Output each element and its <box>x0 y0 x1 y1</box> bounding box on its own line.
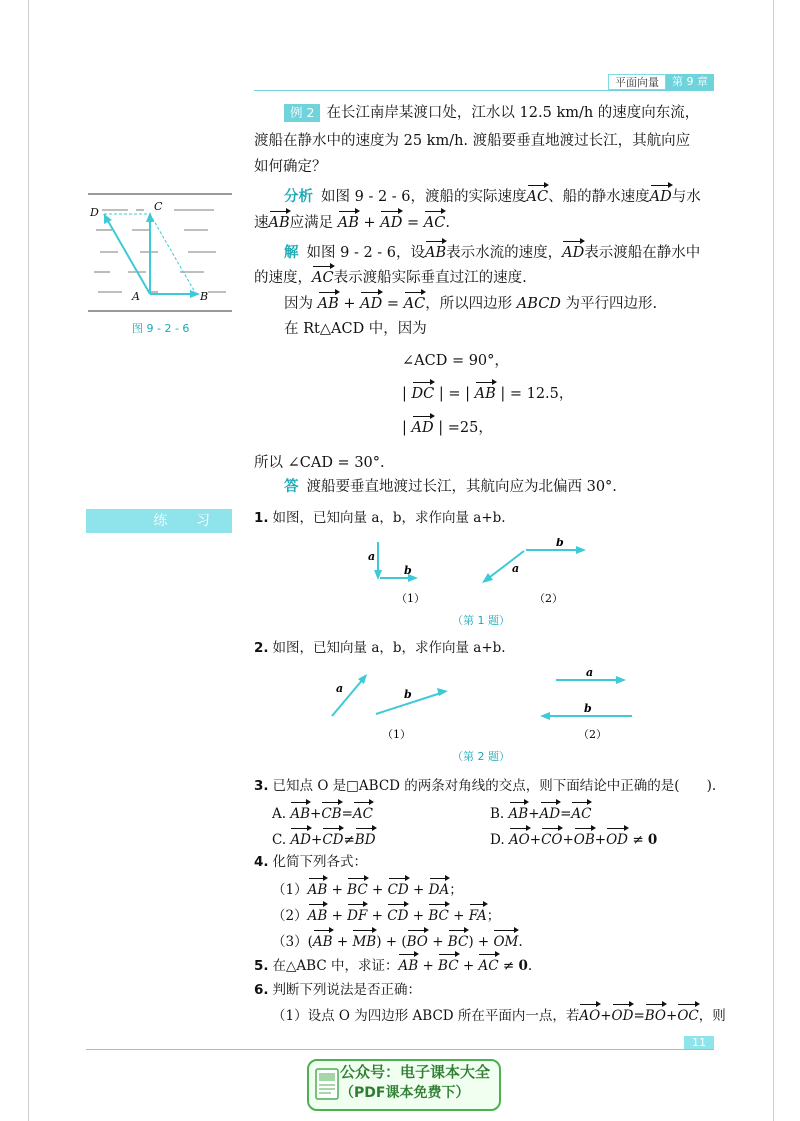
question-1-caption: （第 1 题） <box>452 614 510 627</box>
analysis-keyword: 分析 <box>284 189 313 205</box>
equation-dc-ab: | DC | = | AB | = 12.5， <box>402 380 573 407</box>
equation-ad: | AD | =25， <box>402 414 493 441</box>
analysis-line2: 速AB应满足 AB + AD = AC. <box>254 209 450 236</box>
water-waves <box>94 210 226 292</box>
solution-line3: 因为 AB + AD = AC，所以四边形 ABCD 为平行四边形. <box>284 290 657 317</box>
watermark-line2: （PDF课本免费下） <box>340 1085 470 1101</box>
answer-line: 答 渡船要垂直地渡过长江，其航向应为北偏西 30°. <box>284 479 617 495</box>
example-tag: 例 2 <box>284 104 320 122</box>
question-1: 1. 如图，已知向量 a，b，求作向量 a+b. <box>254 510 506 526</box>
solution-keyword: 解 <box>284 245 299 261</box>
ferry-figure <box>88 190 232 315</box>
footer-rule <box>86 1049 714 1050</box>
question-3-option-b: B. AB+AD=AC <box>490 800 591 822</box>
running-header <box>608 74 714 90</box>
book-icon <box>315 1068 339 1100</box>
question-2: 2. 如图，已知向量 a，b，求作向量 a+b. <box>254 640 506 656</box>
q1-label-b1: b <box>404 564 412 577</box>
q1-sub-1: （1） <box>396 592 425 605</box>
header-chapter: 第 9 章 <box>666 74 714 90</box>
example-problem-line1: 例 2 在长江南岸某渡口处，江水以 12.5 km/h 的速度向东流， <box>284 100 724 126</box>
question-3-option-c: C. AD+CD≠BD <box>272 826 376 848</box>
question-4: 4. 化简下列各式： <box>254 854 368 870</box>
vector-ad <box>104 214 150 294</box>
q1-sub-2: （2） <box>534 592 563 605</box>
page-number: 11 <box>684 1036 714 1050</box>
header-section: 平面向量 <box>608 74 666 90</box>
question-4-part-2: （2）AB + DF + CD + BC + FA； <box>272 902 500 924</box>
example-problem-line2: 渡船在静水中的速度为 25 km/h. 渡船要垂直地渡过长江，其航向应 <box>254 133 691 149</box>
question-3-option-a: A. AB+CB=AC <box>272 800 373 822</box>
question-4-part-1: （1）AB + BC + CD + DA； <box>272 876 463 898</box>
label-b: B <box>200 290 209 303</box>
q1-label-b2: b <box>556 538 564 549</box>
solution-line2: 的速度，AC表示渡船实际垂直过江的速度. <box>254 264 527 291</box>
analysis-line1: 分析 如图 9 - 2 - 6，渡船的实际速度AC、船的静水速度AD与水 <box>284 183 701 210</box>
answer-keyword: 答 <box>284 479 299 495</box>
question-5: 5. 在△ABC 中，求证：AB + BC + AC ≠ 0. <box>254 952 532 978</box>
question-1-figure <box>360 538 600 608</box>
question-2-caption: （第 2 题） <box>452 750 510 763</box>
q2-label-a1: a <box>336 682 344 695</box>
conclusion-line: 所以 ∠CAD = 30°. <box>254 455 385 471</box>
q1-label-a1: a <box>368 550 376 563</box>
practice-title: 练 习 <box>86 509 232 533</box>
figure-caption: 图 9 - 2 - 6 <box>132 322 190 335</box>
question-6-part-1: （1）设点 O 为四边形 ABCD 所在平面内一点，若AO+OD=BO+OC，则 <box>272 1002 726 1024</box>
question-3: 3. 已知点 O 是□ABCD 的两条对角线的交点，则下面结论中正确的是( ). <box>254 778 717 794</box>
label-c: C <box>154 200 163 213</box>
q1-label-a2: a <box>512 562 520 575</box>
watermark-line1: 公众号：电子课本大全 <box>340 1063 491 1081</box>
q2-label-b2: b <box>584 702 592 715</box>
solution-line1: 解 如图 9 - 2 - 6，设AB表示水流的速度，AD表示渡船在静水中 <box>284 239 700 266</box>
q2-label-b1: b <box>404 688 412 701</box>
segment-cb <box>150 214 196 294</box>
label-a: A <box>132 290 140 303</box>
solution-line4: 在 Rt△ACD 中，因为 <box>284 321 427 337</box>
q2-sub-2: （2） <box>578 728 607 741</box>
vector-ab-arrow <box>190 290 200 298</box>
question-6: 6. 判断下列说法是否正确： <box>254 982 422 998</box>
question-4-part-3: （3）(AB + MB) + (BO + BC) + OM. <box>272 928 523 950</box>
q2-label-a2: a <box>586 666 594 679</box>
header-rule <box>254 90 714 91</box>
example-problem-line3: 如何确定？ <box>254 159 327 175</box>
label-d: D <box>90 206 99 219</box>
question-3-option-d: D. AO+CO+OB+OD ≠ 0 <box>490 826 657 848</box>
question-2-figure <box>326 666 646 746</box>
equation-angle-acd: ∠ACD = 90°， <box>402 353 509 369</box>
q2-sub-1: （1） <box>382 728 411 741</box>
